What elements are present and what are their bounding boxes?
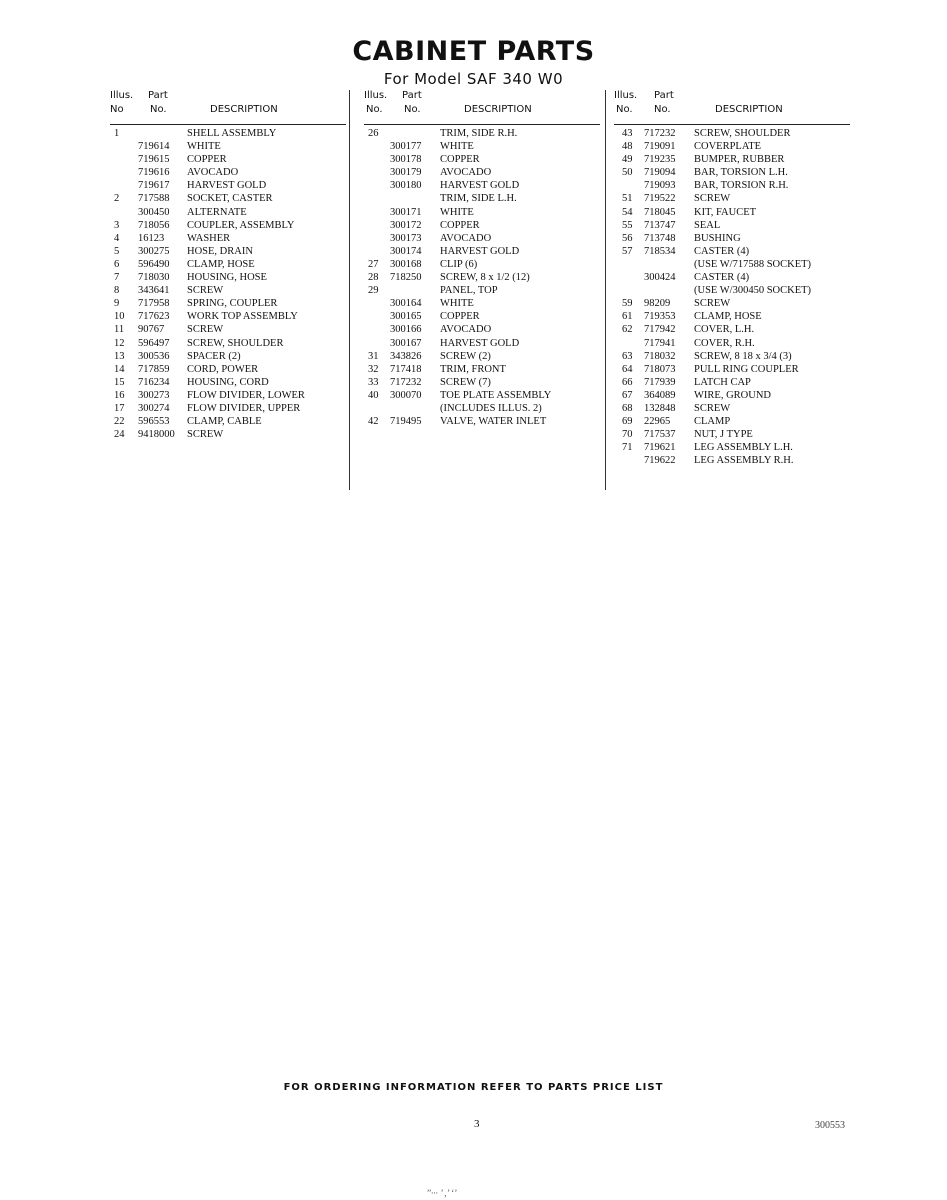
parts-row [110,416,346,429]
parts-row [364,193,600,206]
part-description: WASHER [187,232,231,244]
illus-number: 66 [622,376,633,388]
part-description: SCREW [187,324,224,336]
illus-number: 67 [622,389,633,401]
part-description: WORK TOP ASSEMBLY [187,311,298,323]
part-number: 713748 [644,232,676,244]
part-description: VALVE, WATER INLET [440,416,547,428]
part-description: CASTER (4) [694,272,750,284]
parts-row [110,180,346,193]
parts-row [364,259,600,272]
parts-row [614,390,850,403]
parts-row [614,246,850,259]
part-number: 300275 [138,245,170,257]
illus-number: 70 [622,429,633,441]
part-number: 717588 [138,193,170,205]
parts-row [614,311,850,324]
parts-row [614,207,850,220]
part-number: 719614 [138,141,170,153]
part-description: SPRING, COUPLER [187,298,278,310]
part-number: 22965 [644,416,671,428]
header-illus-no-label: No [110,104,124,115]
part-description: HARVEST GOLD [440,337,520,349]
illus-number: 31 [368,350,379,362]
illus-number: 55 [622,219,633,231]
part-number: 717418 [390,363,422,375]
parts-row [364,272,600,285]
parts-row [364,167,600,180]
part-description: SCREW [694,298,731,310]
part-number: 719093 [644,180,676,192]
part-number: 719522 [644,193,676,205]
illus-number: 9 [114,298,120,310]
parts-row [110,311,346,324]
illus-number: 10 [114,311,125,323]
part-description: CLAMP, CABLE [187,416,262,428]
parts-row [614,298,850,311]
part-description: SCREW (2) [440,350,491,362]
part-number: 300273 [138,389,170,401]
page-title: CABINET PARTS [352,36,595,67]
part-number: 717537 [644,429,676,441]
parts-row [614,154,850,167]
part-description: AVOCADO [187,167,239,179]
part-number: 719621 [644,442,676,454]
part-number: 719353 [644,311,676,323]
part-description: HOSE, DRAIN [187,245,253,257]
part-description: SCREW, 8 x 1/2 (12) [440,272,530,284]
part-description: (INCLUDES ILLUS. 2) [440,402,542,414]
part-description: PULL RING COUPLER [694,363,799,375]
part-number: 300174 [390,245,422,257]
part-description: SCREW [187,285,224,297]
parts-row [110,128,346,141]
part-description: CLAMP, HOSE [694,311,762,323]
part-number: 719235 [644,154,676,166]
illus-number: 42 [368,416,379,428]
illus-number: 54 [622,206,633,218]
part-number: 300177 [390,141,422,153]
illus-number: 2 [114,193,120,205]
parts-row [110,298,346,311]
parts-row [364,207,600,220]
part-description: CLAMP [694,416,731,428]
illus-number: 64 [622,363,633,375]
illus-number: 15 [114,376,125,388]
column-divider-2 [605,90,606,490]
part-description: WHITE [440,141,474,153]
part-description: SHELL ASSEMBLY [187,128,277,139]
part-description: BAR, TORSION R.H. [694,180,789,192]
illus-number: 28 [368,272,379,284]
illus-number: 22 [114,416,125,428]
header-part-label: Part [654,90,674,101]
parts-row [614,455,850,468]
illus-number: 71 [622,442,633,454]
parts-row [364,390,600,403]
parts-row [614,351,850,364]
part-description: COPPER [440,154,480,166]
parts-row [614,141,850,154]
illus-number: 12 [114,337,125,349]
part-description: CLAMP, HOSE [187,258,255,270]
parts-row [364,311,600,324]
illus-number: 27 [368,258,379,270]
illus-number: 11 [114,324,125,336]
illus-number: 62 [622,324,633,336]
part-description: COPPER [440,219,480,231]
part-description: BUMPER, RUBBER [694,154,785,166]
illus-number: 17 [114,402,125,414]
part-description: LEG ASSEMBLY L.H. [694,442,793,454]
parts-row [110,351,346,364]
part-description: TOE PLATE ASSEMBLY [440,389,552,401]
parts-row [110,246,346,259]
part-number: 300536 [138,350,170,362]
illus-number: 32 [368,363,379,375]
part-number: 718073 [644,363,676,375]
part-number: 300164 [390,298,422,310]
parts-row [614,416,850,429]
part-number: 300178 [390,154,422,166]
parts-row [364,324,600,337]
bottom-marks: ’’··· ’ ,’ ‘’ [426,1188,457,1198]
column-header [110,90,346,128]
parts-row [364,338,600,351]
page-subtitle: For Model SAF 340 W0 [383,70,564,88]
header-part-no-label: No. [404,104,421,115]
illus-number: 43 [622,128,633,139]
parts-row [614,128,850,141]
part-number: 300173 [390,232,422,244]
footer-ordering-note: FOR ORDERING INFORMATION REFER TO PARTS PRICE LIST [283,1082,664,1093]
parts-row [364,128,600,141]
part-description: CLIP (6) [440,258,478,270]
part-number: 16123 [138,232,165,244]
parts-row [614,338,850,351]
part-description: HARVEST GOLD [187,180,267,192]
illus-number: 69 [622,416,633,428]
part-description: COVER, L.H. [694,324,755,336]
parts-row [364,403,600,416]
part-number: 718045 [644,206,676,218]
part-description: NUT, J TYPE [694,429,753,441]
part-number: 300167 [390,337,422,349]
part-description: CASTER (4) [694,245,750,257]
part-number: 300166 [390,324,422,336]
header-rule [110,124,346,125]
illus-number: 5 [114,245,120,257]
header-illus-no-label: No. [616,104,633,115]
header-rule [364,124,600,125]
parts-column-3 [614,90,850,468]
page-number: 3 [474,1118,480,1130]
part-description: SCREW, SHOULDER [187,337,284,349]
part-number: 300274 [138,402,170,414]
parts-row [614,167,850,180]
part-number: 300424 [644,272,676,284]
part-number: 713747 [644,219,676,231]
header-description-label: DESCRIPTION [464,104,532,115]
parts-row [614,272,850,285]
part-description: AVOCADO [440,232,492,244]
illus-number: 7 [114,272,120,284]
part-number: 300171 [390,206,422,218]
part-number: 717623 [138,311,170,323]
parts-row [364,416,600,429]
part-description: SCREW, 8 18 x 3/4 (3) [694,350,792,362]
parts-row [110,377,346,390]
part-description: PANEL, TOP [440,285,498,297]
part-number: 596497 [138,337,170,349]
parts-row [110,167,346,180]
part-description: BUSHING [694,232,741,244]
part-description: TRIM, SIDE R.H. [440,128,518,139]
part-number: 300450 [138,206,170,218]
illus-number: 29 [368,285,379,297]
part-description: AVOCADO [440,324,492,336]
parts-row [614,259,850,272]
parts-row [614,429,850,442]
illus-number: 63 [622,350,633,362]
parts-row [110,390,346,403]
parts-row [110,285,346,298]
part-number: 300172 [390,219,422,231]
illus-number: 6 [114,258,120,270]
part-number: 718534 [644,245,676,257]
part-description: (USE W/300450 SOCKET) [694,285,812,297]
parts-row [364,298,600,311]
illus-number: 59 [622,298,633,310]
part-description: WHITE [440,206,474,218]
parts-row [614,233,850,246]
parts-row [614,364,850,377]
part-description: WHITE [440,298,474,310]
part-description: COPPER [440,311,480,323]
part-number: 719094 [644,167,676,179]
header-illus-label: Illus. [110,90,134,101]
part-number: 718030 [138,272,170,284]
header-description-label: DESCRIPTION [715,104,783,115]
part-number: 717939 [644,376,676,388]
parts-row [364,246,600,259]
part-number: 300179 [390,167,422,179]
header-part-no-label: No. [150,104,167,115]
part-number: 719615 [138,154,170,166]
part-number: 719495 [390,416,422,428]
part-number: 717942 [644,324,676,336]
part-number: 596490 [138,258,170,270]
part-number: 717958 [138,298,170,310]
illus-number: 48 [622,141,633,153]
parts-row [364,351,600,364]
part-number: 718250 [390,272,422,284]
part-description: SEAL [694,219,721,231]
illus-number: 56 [622,232,633,244]
part-number: 717941 [644,337,676,349]
illus-number: 57 [622,245,633,257]
parts-row [110,272,346,285]
parts-row [110,233,346,246]
parts-row [110,403,346,416]
parts-row [110,207,346,220]
parts-row [614,220,850,233]
part-description: SCREW [694,193,731,205]
header-part-label: Part [148,90,168,101]
part-number: 717859 [138,363,170,375]
document-number: 300553 [815,1120,845,1131]
part-number: 98209 [644,298,671,310]
part-description: COVERPLATE [694,141,762,153]
part-description: BAR, TORSION L.H. [694,167,788,179]
column-header [364,90,600,128]
header-part-label: Part [402,90,422,101]
parts-row [364,364,600,377]
part-description: WHITE [187,141,221,153]
parts-row [110,220,346,233]
part-description: SCREW, SHOULDER [694,128,791,139]
parts-column-2 [364,90,600,429]
part-number: 300180 [390,180,422,192]
part-number: 132848 [644,402,676,414]
illus-number: 26 [368,128,379,139]
column-header [614,90,850,128]
parts-row [364,285,600,298]
part-description: ALTERNATE [187,206,247,218]
illus-number: 13 [114,350,125,362]
illus-number: 24 [114,429,125,441]
part-description: SOCKET, CASTER [187,193,273,205]
header-description-label: DESCRIPTION [210,104,278,115]
illus-number: 4 [114,232,120,244]
parts-column-1 [110,90,346,442]
part-description: SCREW [694,402,731,414]
part-description: AVOCADO [440,167,492,179]
part-number: 719617 [138,180,170,192]
illus-number: 50 [622,167,633,179]
part-number: 719091 [644,141,676,153]
part-description: HOUSING, HOSE [187,272,267,284]
part-description: FLOW DIVIDER, UPPER [187,402,301,414]
part-description: HARVEST GOLD [440,245,520,257]
part-number: 719616 [138,167,170,179]
part-description: CORD, POWER [187,363,259,375]
illus-number: 1 [114,128,120,139]
parts-row [614,193,850,206]
parts-row [110,193,346,206]
header-illus-label: Illus. [614,90,638,101]
parts-row [364,220,600,233]
part-number: 717232 [644,128,676,139]
parts-row [110,141,346,154]
part-number: 718056 [138,219,170,231]
part-description: LEG ASSEMBLY R.H. [694,455,794,467]
part-description: SCREW [187,429,224,441]
part-description: (USE W/717588 SOCKET) [694,258,812,270]
illus-number: 16 [114,389,125,401]
parts-row [110,338,346,351]
parts-row [614,442,850,455]
part-description: FLOW DIVIDER, LOWER [187,389,305,401]
parts-row [614,285,850,298]
parts-row [364,233,600,246]
illus-number: 33 [368,376,379,388]
parts-row [110,364,346,377]
part-description: LATCH CAP [694,376,751,388]
parts-row [364,141,600,154]
parts-row [110,259,346,272]
part-number: 719622 [644,455,676,467]
part-number: 717232 [390,376,422,388]
header-rule [614,124,850,125]
part-description: SPACER (2) [187,350,241,362]
part-description: HOUSING, CORD [187,376,269,388]
illus-number: 8 [114,285,120,297]
part-number: 596553 [138,416,170,428]
parts-row [614,377,850,390]
part-number: 716234 [138,376,170,388]
part-description: TRIM, SIDE L.H. [440,193,517,205]
parts-row [364,377,600,390]
parts-row [614,403,850,416]
parts-row [614,324,850,337]
illus-number: 61 [622,311,633,323]
illus-number: 68 [622,402,633,414]
parts-row [614,180,850,193]
part-number: 300165 [390,311,422,323]
part-number: 343826 [390,350,422,362]
part-number: 300070 [390,389,422,401]
part-number: 718032 [644,350,676,362]
parts-row [110,324,346,337]
part-number: 9418000 [138,429,175,441]
parts-row [110,154,346,167]
part-description: KIT, FAUCET [694,206,757,218]
part-description: WIRE, GROUND [694,389,771,401]
header-illus-no-label: No. [366,104,383,115]
part-number: 90767 [138,324,165,336]
part-description: TRIM, FRONT [440,363,506,375]
illus-number: 3 [114,219,120,231]
part-description: COPPER [187,154,227,166]
parts-row [364,154,600,167]
part-description: COUPLER, ASSEMBLY [187,219,295,231]
part-number: 343641 [138,285,170,297]
part-description: SCREW (7) [440,376,491,388]
illus-number: 51 [622,193,633,205]
illus-number: 49 [622,154,633,166]
header-illus-label: Illus. [364,90,388,101]
part-number: 364089 [644,389,676,401]
parts-row [364,180,600,193]
illus-number: 14 [114,363,125,375]
parts-row [110,429,346,442]
part-description: COVER, R.H. [694,337,755,349]
part-description: HARVEST GOLD [440,180,520,192]
illus-number: 40 [368,389,379,401]
column-divider-1 [349,90,350,490]
part-number: 300168 [390,258,422,270]
header-part-no-label: No. [654,104,671,115]
